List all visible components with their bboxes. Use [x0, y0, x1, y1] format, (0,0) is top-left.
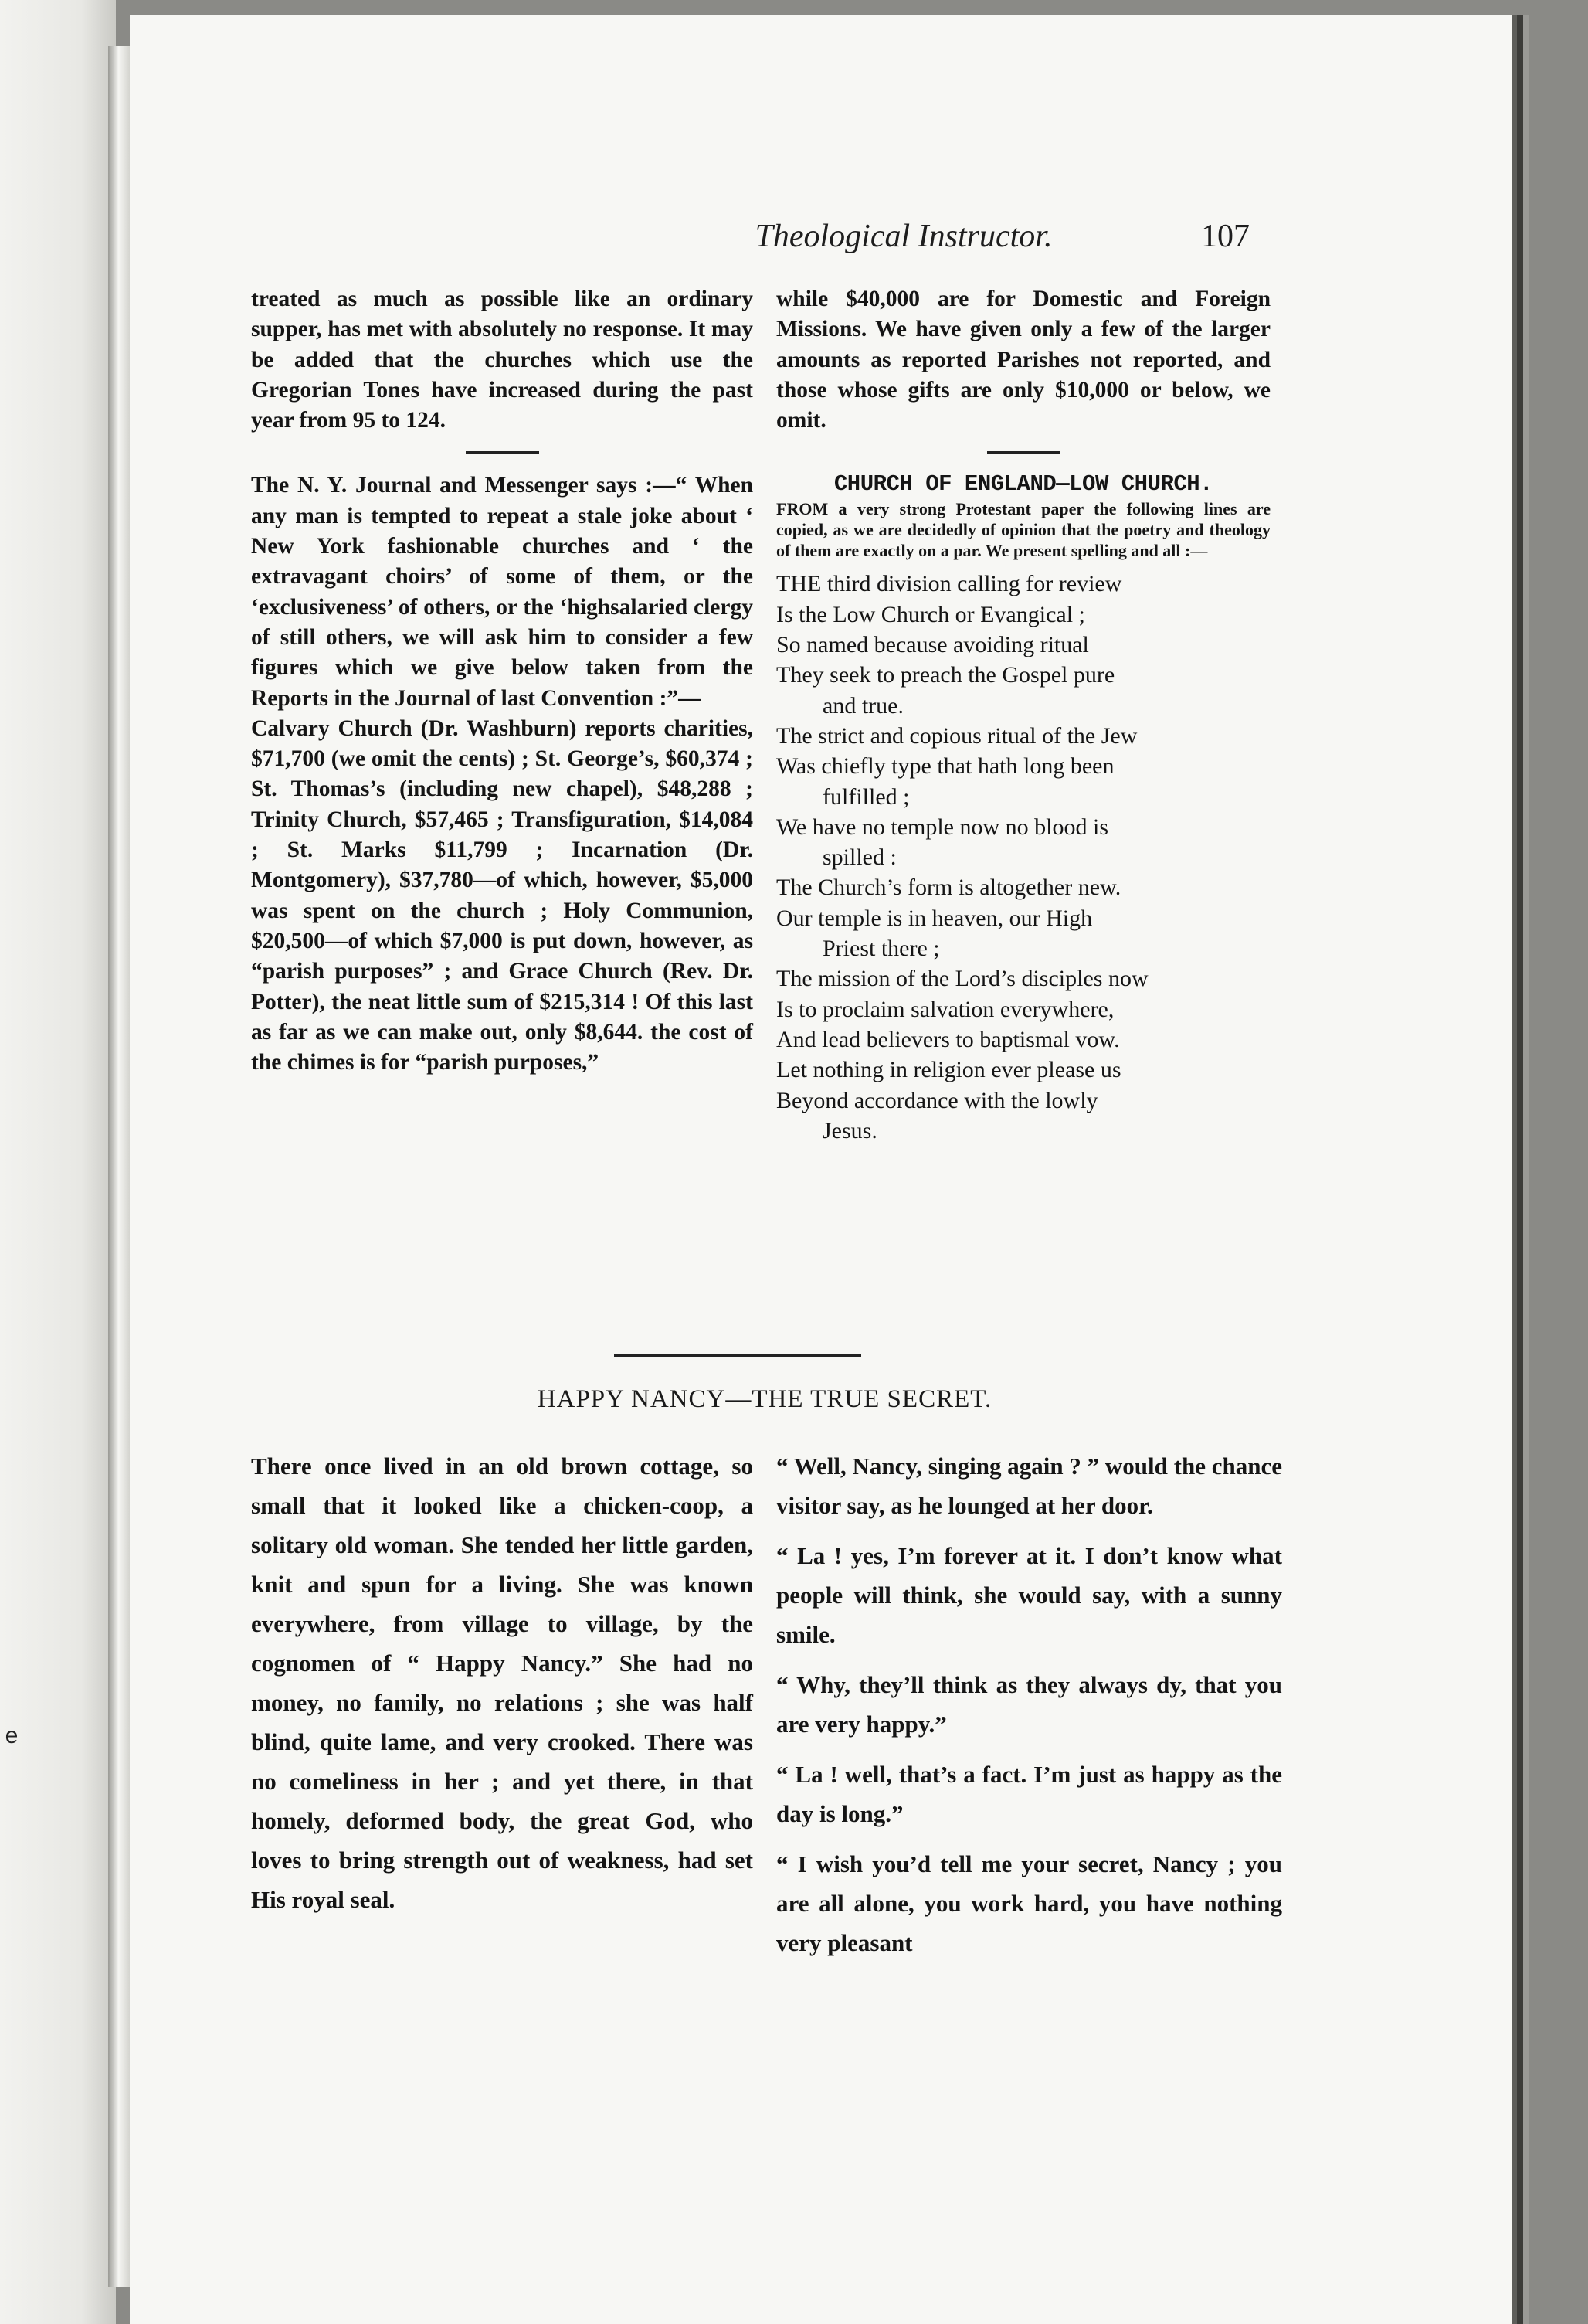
- column-left-top: [251, 284, 753, 1078]
- paragraph: “ Well, Nancy, singing again ? ” would the chance visitor say, as he lounged at her door.: [776, 1452, 1282, 1519]
- article-title: HAPPY NANCY—THE TRUE SECRET.: [537, 1385, 992, 1413]
- paragraph: while $40,000 are for Domestic and Foreign Missions. We have given only a few of the larger amounts as reported Parishes not reported, and those whose gifts are only $10,000 or below, we omit.: [776, 287, 1271, 433]
- paragraph: treated as much as possible like an ordinary supper, has met with absolutely no response. It may be added that the churches which use the Gregorian Tones have increased during the past year from 95 to 124.: [251, 287, 753, 433]
- column-left-bottom: [251, 1446, 753, 1919]
- editorial-note: FROM a very strong Protestant paper the following lines are copied, as we are decidedly of opinion that the poetry and theology of them are exactly on a par. We present spelling and all :—: [776, 499, 1271, 561]
- section-rule: [987, 451, 1060, 454]
- paragraph: “ Why, they’ll think as they always dy, that you are very happy.”: [776, 1671, 1282, 1738]
- paragraph: There once lived in an old brown cottage, so small that it looked like a chicken-coop, a solitary old woman. She tended her little garden, knit and spun for a living. She was known everywhere, from village to village, by the cognomen of “ Happy Nancy.” She had no money, no family, no relations ; she was half blind, quite lame, and very crooked. There was no comeliness in her ; and yet there, in that homely, deformed body, the great God, who loves to bring strength out of weakness, had set His royal seal.: [251, 1452, 753, 1913]
- paragraph: “ I wish you’d tell me your secret, Nancy ; you are all alone, you work hard, you have nothing very pleasant: [776, 1850, 1282, 1956]
- page-number: 107: [1201, 219, 1250, 254]
- article-divider: [614, 1354, 861, 1357]
- column-right-top: [776, 284, 1271, 1146]
- paragraph: “ La ! yes, I’m forever at it. I don’t know what people will think, she would say, with a sunny smile.: [776, 1542, 1282, 1648]
- binding-gutter: [108, 46, 131, 2287]
- poem: THE third division calling for review Is the Low Church or Evangical ; So named because avoiding ritual They seek to preach the Gospel pure and true. The strict and copious ritual of the Jew Was chiefly type that hath long been fulfilled ; We have no temple now no blood is spilled : The Church’s form is altogether new. Our temple is in heaven, our High Priest there ; The mission of the Lord’s disciples now Is to proclaim salvation everywhere, And lead believers to baptismal vow. Let nothing in religion ever please us Beyond accordance with the lowly Jesus.: [776, 571, 1149, 1143]
- facing-page-edge: [0, 0, 116, 2324]
- paragraph: The N. Y. Journal and Messenger says :—“ When any man is tempted to repeat a stale joke about ‘ New York fashionable churches and ‘ the extravagant choirs’ of some of them, or the ‘exclusiveness’ of others, or the ‘highsalaried clergy of still others, we will ask him to consider a few figures which we give below taken from the Reports in the Journal of last Convention :”—: [251, 473, 753, 711]
- facing-page-fragment: e: [5, 1724, 19, 1751]
- section-heading: CHURCH OF ENGLAND—LOW CHURCH.: [833, 471, 1213, 498]
- paragraph: Calvary Church (Dr. Washburn) reports charities, $71,700 (we omit the cents) ; St. George’s, $60,374 ; St. Thomas’s (including new chapel), $48,288 ; Trinity Church, $57,465 ; Transfiguration, $14,084 ; St. Marks $11,799 ; Incarnation (Dr. Montgomery), $37,780—of which, however, $5,000 was spent on the church ; Holy Communion, $20,500—of which $7,000 is put down, however, as “parish purposes” ; and Grace Church (Rev. Dr. Potter), the neat little sum of $215,314 ! Of this last as far as we can make out, only $8,644. the cost of the chimes is for “parish purposes,”: [251, 715, 753, 1075]
- running-head-title: Theological Instructor.: [755, 219, 1053, 254]
- paragraph: “ La ! well, that’s a fact. I’m just as happy as the day is long.”: [776, 1761, 1282, 1827]
- column-right-bottom: [776, 1446, 1282, 1973]
- section-rule: [466, 451, 539, 454]
